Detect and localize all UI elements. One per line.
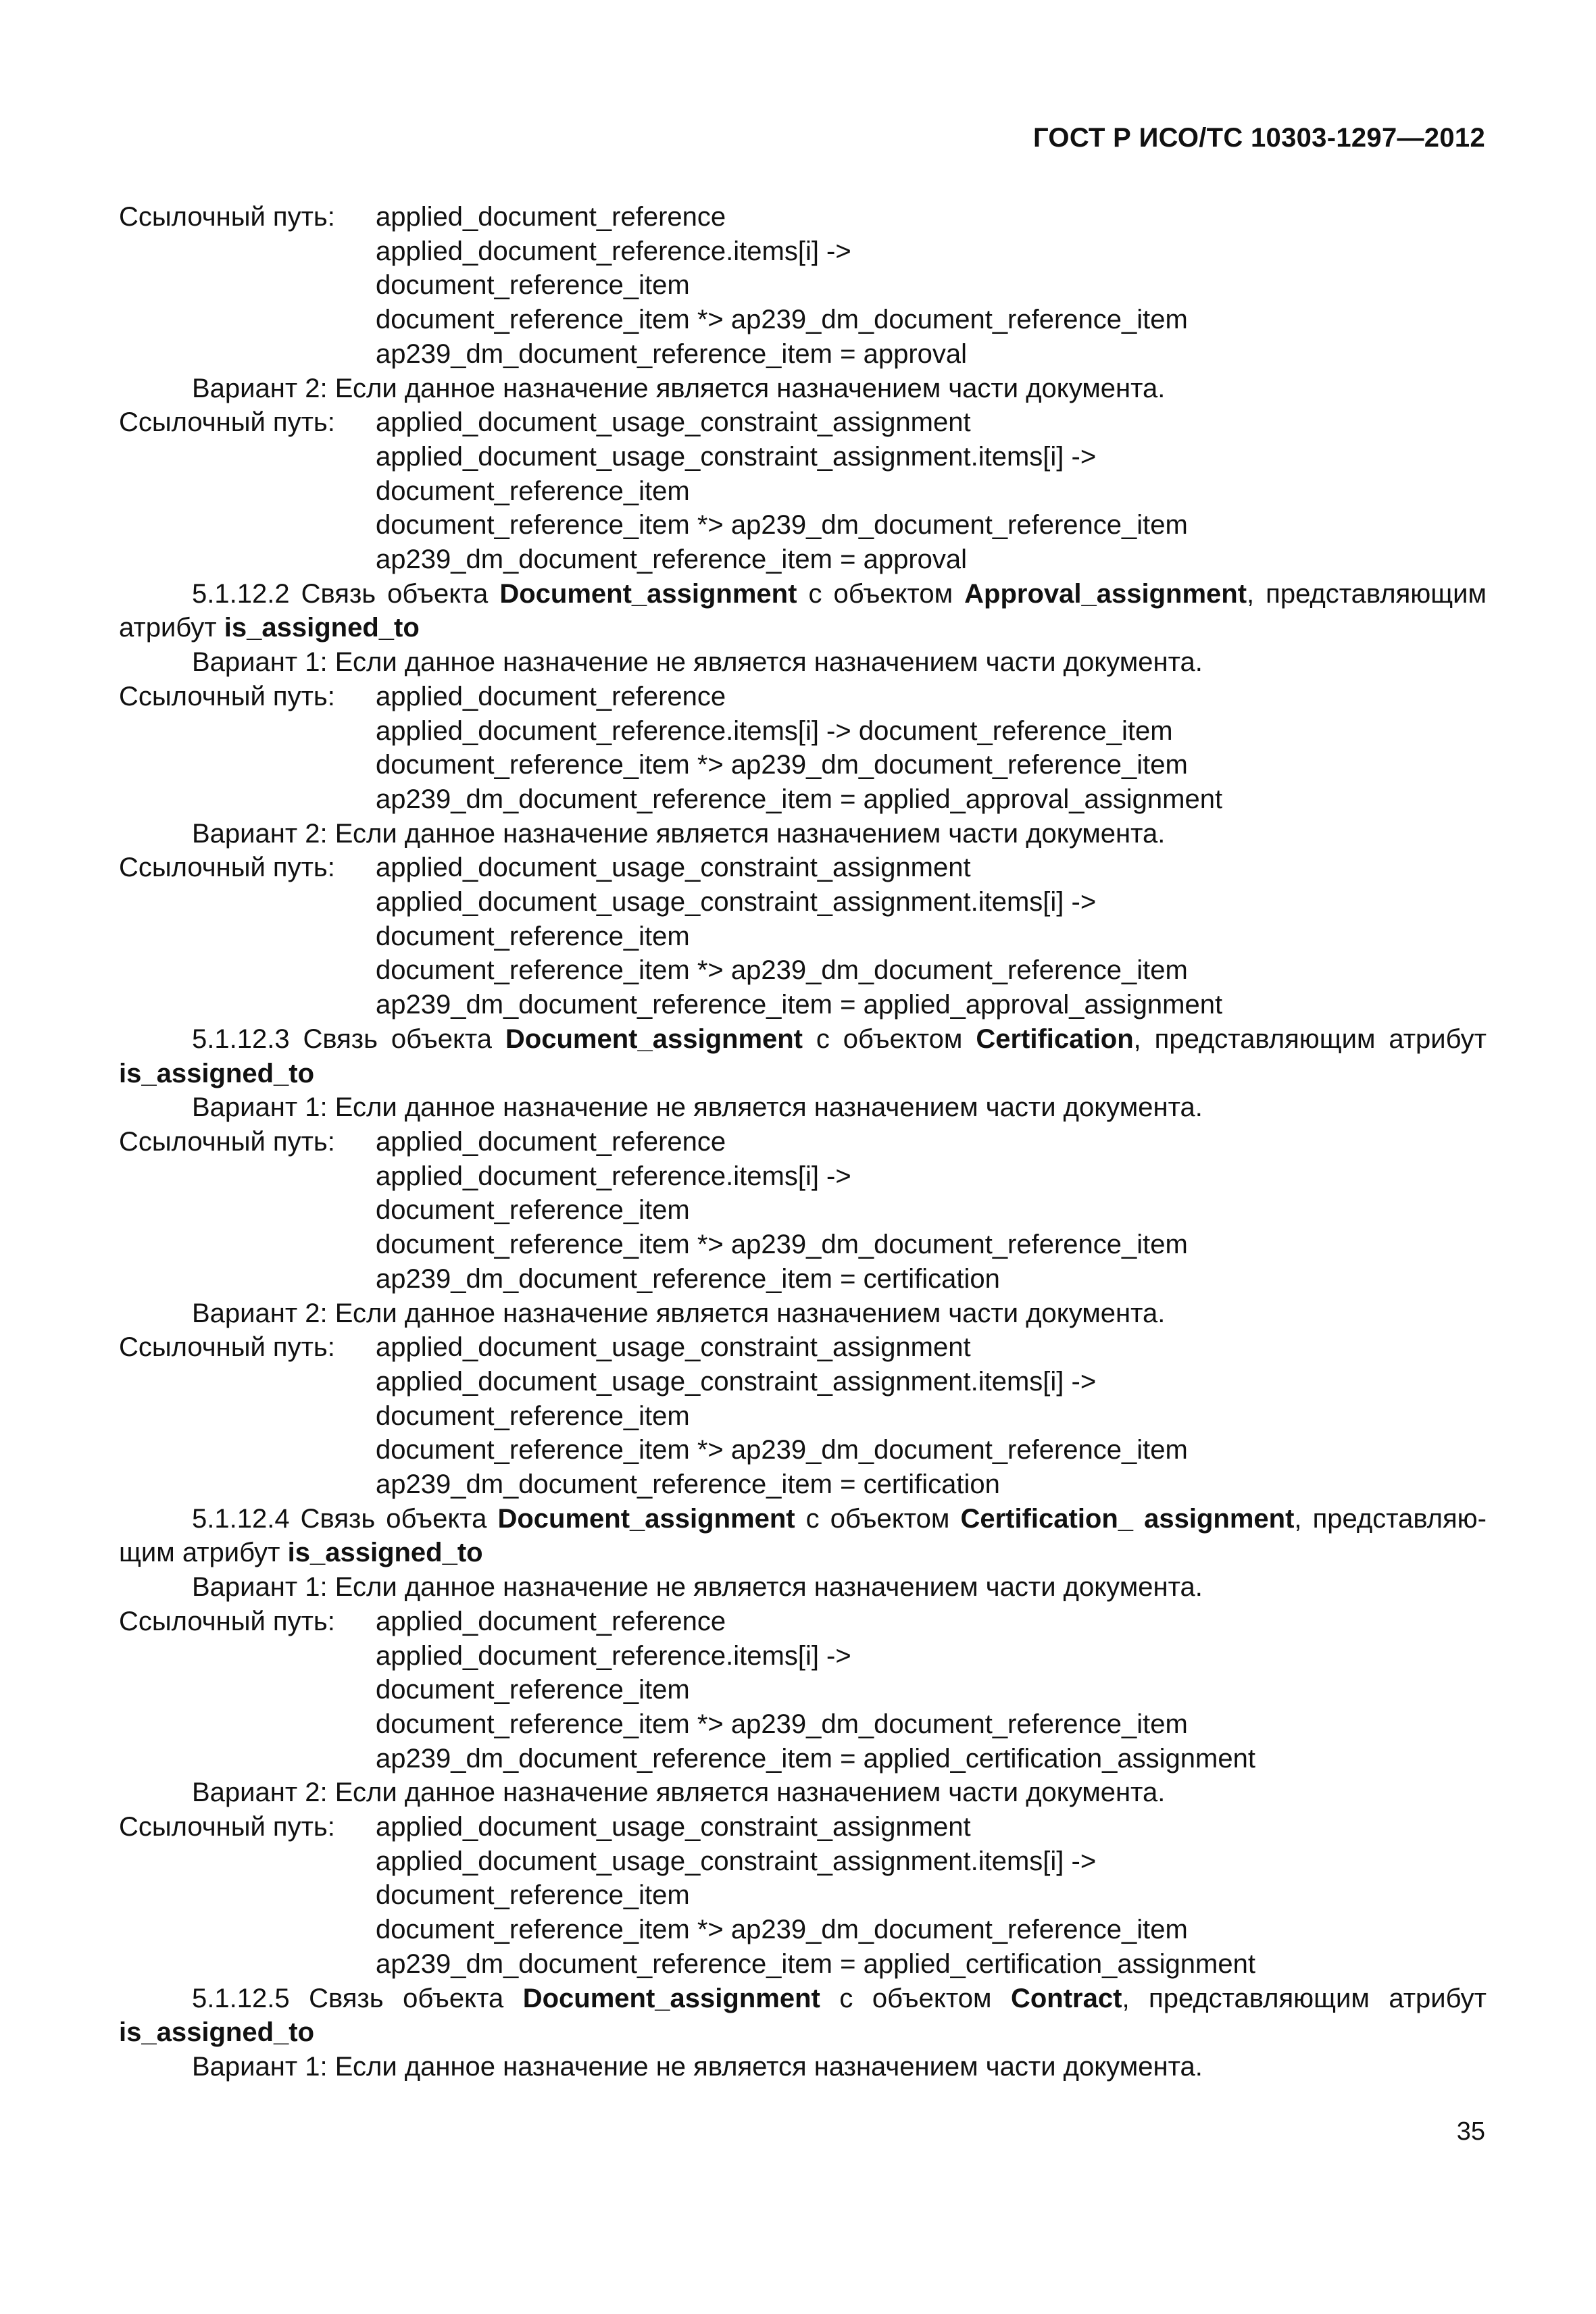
reference-path-label: Ссылочный путь: <box>119 407 335 438</box>
heading-text: с объектом <box>797 578 965 609</box>
reference-path-line: applied_document_reference.items[i] -> document_reference_item <box>376 715 1173 746</box>
reference-path-line: document_reference_item *> ap239_dm_document_reference_item <box>376 510 1188 540</box>
entity-name: Document_assignment <box>505 1024 803 1054</box>
reference-path-line: document_reference_item <box>376 1401 690 1431</box>
section-heading <box>119 1982 1487 2050</box>
reference-path-line: document_reference_item <box>376 1675 690 1705</box>
reference-path-line: applied_document_reference.items[i] -> <box>376 1640 851 1671</box>
reference-path-label: Ссылочный путь: <box>119 1332 335 1363</box>
heading-text: , представляющим атрибут <box>119 1503 1487 1568</box>
reference-path-line: applied_document_reference.items[i] -> <box>376 236 851 266</box>
reference-path-line: document_reference_item *> ap239_dm_document_reference_item <box>376 955 1188 986</box>
heading-text: с объектом <box>803 1024 976 1054</box>
reference-path <box>119 1125 1487 1159</box>
reference-path <box>119 405 1487 440</box>
reference-path-line: applied_document_usage_constraint_assignment <box>376 1332 971 1363</box>
reference-path <box>119 680 1487 714</box>
reference-path-line: ap239_dm_document_reference_item = approval <box>376 545 968 575</box>
heading-text: Связь объекта <box>289 1983 523 2013</box>
variant-line: Вариант 1: Если данное назначение не является назначением части документа. <box>192 647 1203 678</box>
reference-path-line: applied_document_reference.items[i] -> <box>376 1161 851 1191</box>
attribute-name: is_assigned_to <box>224 613 420 643</box>
reference-path-line: document_reference_item <box>376 1195 690 1226</box>
section-number: 5.1.12.2 <box>192 578 290 609</box>
reference-path <box>119 200 1487 234</box>
heading-text: , представляющим атрибут <box>1133 1024 1487 1054</box>
reference-path-line: document_reference_item *> ap239_dm_document_reference_item <box>376 305 1188 335</box>
variant-line: Вариант 1: Если данное назначение не является назначением части документа. <box>192 1092 1203 1123</box>
reference-path-line: ap239_dm_document_reference_item = certification <box>376 1469 1000 1500</box>
heading-text: с объектом <box>795 1503 961 1534</box>
reference-path-label: Ссылочный путь: <box>119 202 335 232</box>
attribute-name: is_assigned_to <box>287 1538 483 1568</box>
section-heading <box>119 1022 1487 1090</box>
reference-path-label: Ссылочный путь: <box>119 1126 335 1157</box>
reference-path-line: document_reference_item <box>376 1880 690 1911</box>
variant-line: Вариант 2: Если данное назначение является назначением части документа. <box>192 1778 1166 1808</box>
reference-path-line: applied_document_usage_constraint_assignment <box>376 853 971 883</box>
reference-path-line: ap239_dm_document_reference_item = applied_approval_assignment <box>376 784 1223 814</box>
variant-line: Вариант 1: Если данное назначение не является назначением части документа. <box>192 1572 1203 1603</box>
attribute-name: is_assigned_to <box>119 2017 315 2048</box>
reference-path <box>119 1810 1487 1844</box>
reference-path <box>119 1330 1487 1365</box>
reference-path-line: applied_document_reference <box>376 681 726 711</box>
reference-path-line: applied_document_reference <box>376 1606 726 1636</box>
section-number: 5.1.12.3 <box>192 1024 290 1054</box>
section-number: 5.1.12.4 <box>192 1503 290 1534</box>
reference-path-line: applied_document_reference <box>376 202 726 232</box>
entity-name: Document_assignment <box>497 1503 795 1534</box>
reference-path-line: applied_document_usage_constraint_assignment.items[i] -> <box>376 887 1097 917</box>
heading-text: Связь объекта <box>289 578 500 609</box>
reference-path-line: document_reference_item <box>376 270 690 301</box>
target-entity-name: Certification <box>976 1024 1134 1054</box>
reference-path-line: document_reference_item *> ap239_dm_document_reference_item <box>376 1435 1188 1465</box>
page-number: 35 <box>1456 2117 1485 2146</box>
heading-text: Связь объекта <box>289 1024 505 1054</box>
heading-text: , представляющим атрибут <box>1122 1983 1487 2013</box>
reference-path-label: Ссылочный путь: <box>119 1606 335 1636</box>
variant-line: Вариант 1: Если данное назначение не является назначением части документа. <box>192 2051 1203 2082</box>
variant-line: Вариант 2: Если данное назначение является назначением части документа. <box>192 818 1166 849</box>
reference-path-line: applied_document_usage_constraint_assignment <box>376 1812 971 1842</box>
reference-path-label: Ссылочный путь: <box>119 853 335 883</box>
reference-path <box>119 1605 1487 1639</box>
reference-path-label: Ссылочный путь: <box>119 681 335 711</box>
reference-path-line: document_reference_item <box>376 476 690 506</box>
section-heading <box>119 577 1487 645</box>
entity-name: Document_assignment <box>499 578 797 609</box>
reference-path <box>119 851 1487 885</box>
heading-text: с объектом <box>820 1983 1011 2013</box>
section-heading <box>119 1502 1487 1570</box>
document-body <box>119 200 1487 2084</box>
reference-path-line: applied_document_usage_constraint_assignment.items[i] -> <box>376 441 1097 472</box>
reference-path-label: Ссылочный путь: <box>119 1812 335 1842</box>
variant-line: Вариант 2: Если данное назначение является назначением части документа. <box>192 373 1166 403</box>
reference-path-line: ap239_dm_document_reference_item = applied_certification_assignment <box>376 1743 1255 1774</box>
variant-line: Вариант 2: Если данное назначение является назначением части документа. <box>192 1298 1166 1328</box>
entity-name: Document_assignment <box>522 1983 820 2013</box>
reference-path-line: applied_document_reference <box>376 1126 726 1157</box>
heading-text: Связь объекта <box>289 1503 498 1534</box>
reference-path-line: ap239_dm_document_reference_item = approval <box>376 338 968 369</box>
reference-path-line: document_reference_item *> ap239_dm_document_reference_item <box>376 750 1188 780</box>
reference-path-line: document_reference_item <box>376 921 690 951</box>
heading-text: , представляющим атрибут <box>119 578 1487 643</box>
target-entity-name: Certification_ assignment <box>960 1503 1295 1534</box>
reference-path-line: ap239_dm_document_reference_item = certification <box>376 1263 1000 1294</box>
reference-path-line: document_reference_item *> ap239_dm_document_reference_item <box>376 1709 1188 1739</box>
section-number: 5.1.12.5 <box>192 1983 290 2013</box>
reference-path-line: ap239_dm_document_reference_item = applied_approval_assignment <box>376 990 1223 1020</box>
attribute-name: is_assigned_to <box>119 1058 315 1088</box>
reference-path-line: applied_document_usage_constraint_assignment.items[i] -> <box>376 1846 1097 1876</box>
reference-path-line: document_reference_item *> ap239_dm_document_reference_item <box>376 1230 1188 1260</box>
document-header: ГОСТ Р ИСО/ТС 10303-1297—2012 <box>1032 123 1485 153</box>
reference-path-line: applied_document_usage_constraint_assignment.items[i] -> <box>376 1366 1097 1397</box>
target-entity-name: Contract <box>1010 1983 1122 2013</box>
reference-path-line: applied_document_usage_constraint_assignment <box>376 407 971 438</box>
reference-path-line: ap239_dm_document_reference_item = applied_certification_assignment <box>376 1948 1255 1979</box>
reference-path-line: document_reference_item *> ap239_dm_document_reference_item <box>376 1915 1188 1945</box>
target-entity-name: Approval_assignment <box>964 578 1247 609</box>
